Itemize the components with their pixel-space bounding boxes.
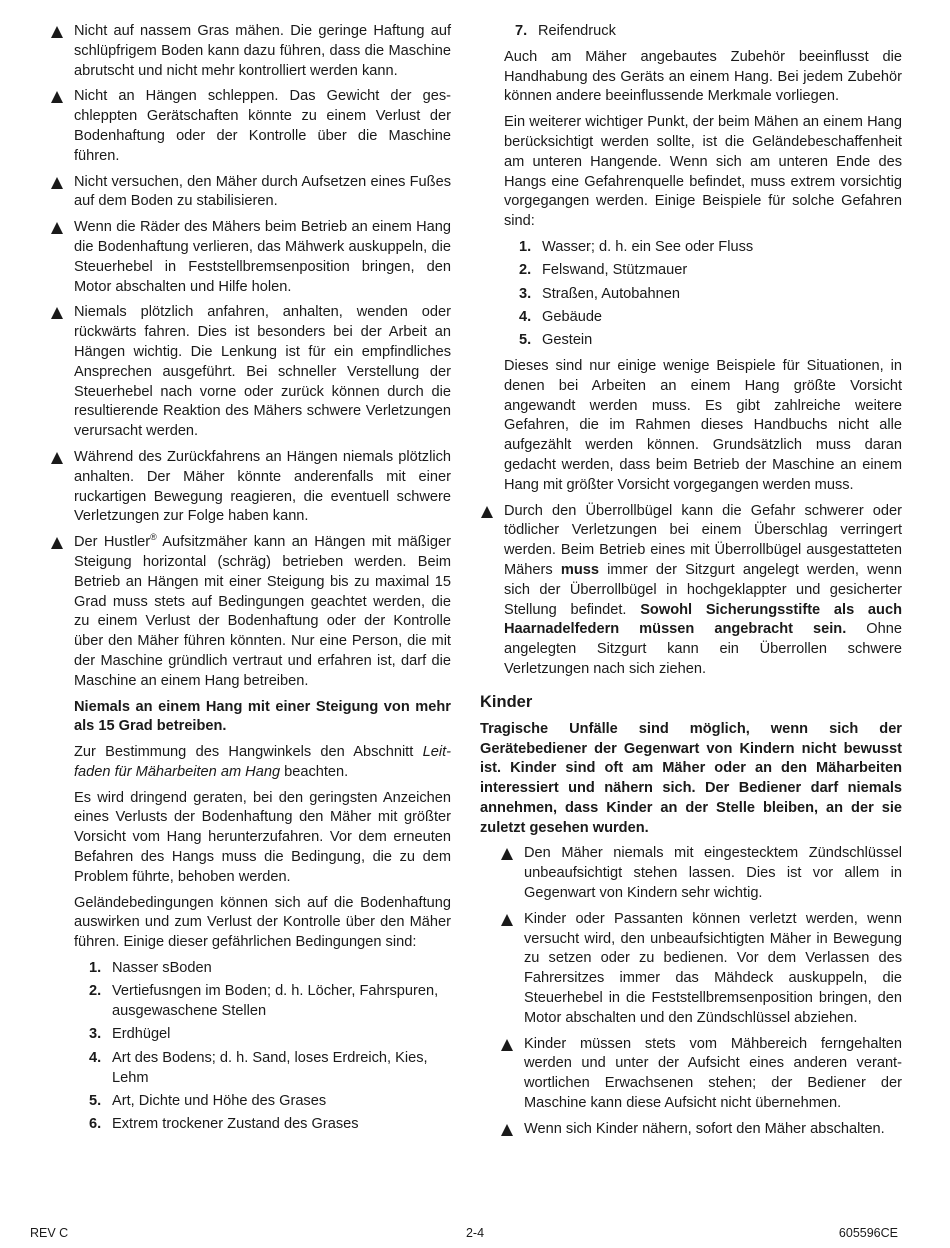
warning-triangle-icon: [51, 177, 63, 189]
warning-triangle-icon: [51, 91, 63, 103]
warning-text: Wenn sich Kinder nähern, sofort den Mäher abschalten.: [524, 1120, 885, 1137]
list-item: [74, 1049, 451, 1089]
list-number: 3.: [519, 285, 532, 302]
list-item: [74, 982, 451, 1022]
list-item: [504, 308, 902, 328]
warning-text: Nicht auf nassem Gras mähen. Die geringe Haftung auf schlüpfrigem Boden kann dazu führen, dass die Maschine abrutscht und nicht mehr kontrolliert werden kann.: [74, 23, 451, 79]
list-text: Wasser; d. h. ein See oder Fluss: [542, 238, 754, 255]
list-number: 4.: [89, 1049, 102, 1066]
list-number: 4.: [519, 308, 532, 325]
list-item: [504, 285, 902, 305]
slope-angle-reference: [74, 743, 451, 783]
warning-triangle-icon: [501, 1039, 513, 1051]
warning-text: Den Mäher niemals mit eingestecktem Zündschlüssel unbeaufsichtigt stehen lassen. Dies ist vor allem in Gegenwart von Kindern sehr wichtig.: [524, 845, 902, 902]
traction-advice: Es wird dringend geraten, bei den geringsten Anzeichen eines Verlusts der Bodenhaftung den Mäher mit größter Vorsicht vom Hang herunterzufahren. Vor dem erneuten Befahren des Hangs muss die Bedingung, die zu dem Problem führte, behoben werden.: [74, 789, 451, 885]
warning-towing: [50, 87, 451, 166]
list-text: Extrem trockener Zustand des Grases: [112, 1116, 359, 1133]
list-item: [504, 331, 902, 351]
list-text: Erdhügel: [112, 1026, 171, 1043]
children-intro: Tragische Unfälle sind möglich, wenn sich der Gerätebediener der Gegenwart von Kindern nicht bewusst ist. Kinder sind oft am Mäher oder an den Mäharbeiten interessiert und nähern sich. Der Bediener darf niemals annehmen, dass Kinder an der Stelle bleiben, an der sie zuletzt gesehen wurden.: [480, 720, 902, 836]
list-item: [74, 1092, 451, 1112]
warning-triangle-icon: [51, 537, 63, 549]
warning-rollover-bar: [480, 502, 902, 680]
warning-text: [504, 503, 902, 677]
warning-triangle-icon: [501, 848, 513, 860]
warning-text: Nicht versuchen, den Mäher durch Aufsetzen eines Fußes auf dem Boden zu stabilisieren.: [74, 173, 451, 210]
list-text: Gebäude: [542, 308, 603, 325]
list-item: [504, 261, 902, 281]
warning-text: Während des Zurückfahrens an Hängen niemals plötzlich anhalten. Der Mäher könnte anderenfalls mit einer ruckartigen Bewegung reagieren, die eventuell schwere Verletzungen zur Folge haben kann.: [74, 448, 451, 525]
warning-triangle-icon: [51, 222, 63, 234]
list-number: 5.: [89, 1092, 102, 1109]
list-item: [74, 1115, 451, 1135]
registered-mark: ®: [150, 532, 157, 543]
list-number: 3.: [89, 1026, 102, 1043]
warning-text: Kinder oder Passanten können verletzt werden, wenn versucht wird, den unbeaufsichtigten Mäher in Bewegung zu setzen oder zu bedienen. Vor dem Verlassen des Fahrersitzes immer das Mähdeck auskuppeln, die Steuerhebel in die Feststellbremsenposition bringen, den Motor abschalten und den Zündschlüssel abziehen.: [524, 910, 902, 1026]
slope-limit-warning: Niemals an einem Hang mit einer Steigung von mehr als 15 Grad betreiben.: [74, 698, 451, 735]
footer-revision: REV C: [30, 1226, 69, 1240]
list-text: Vertiefusngen im Boden; d. h. Löcher, Fahrspuren, ausgewaschene Stellen: [112, 983, 439, 1020]
footer-document-number: 605596CE: [838, 1226, 898, 1240]
warning-slope-operation: [50, 533, 451, 691]
footer-page-number: 2-4: [465, 1226, 485, 1240]
text-run: Zur Bestimmung des Hangwinkels den Abschnitt: [74, 744, 423, 761]
list-text: Straßen, Autobahnen: [542, 285, 680, 302]
text-run: Durch den Überrollbügel kann die Gefahr schwerer oder tödlicher Verletzungen bei einem Überschlag verringert werden. Beim Betrieb eines mit Überrollbügel ausgestatteten Mähers: [504, 502, 902, 578]
warning-triangle-icon: [501, 914, 513, 926]
list-number: 2.: [89, 983, 102, 1000]
warning-triangle-icon: [51, 26, 63, 38]
terrain-conditions-intro: Geländebedingungen können sich auf die Bodenhaftung auswirken und zum Verlust der Kontrolle über den Mäher führen. Einige dieser gefährlichen Bedingungen sind:: [74, 894, 451, 951]
warning-reversing: [50, 448, 451, 527]
list-text: Gestein: [542, 332, 593, 349]
list-number: 5.: [519, 332, 532, 349]
terrain-conditions-list: [74, 959, 451, 1135]
list-item: [74, 959, 451, 979]
warning-unattended: [500, 910, 902, 1029]
warning-supervision: [500, 1035, 902, 1114]
list-number: 6.: [89, 1116, 102, 1133]
list-item: [74, 1025, 451, 1045]
warning-text: Wenn die Räder des Mähers beim Betrieb an einem Hang die Bodenhaftung verlieren, das Mähwerk auskuppeln, die Steuerhebel in Feststellbremsenposition bringen, den Motor abschalten und Hilfe holen.: [74, 219, 451, 295]
warning-triangle-icon: [51, 307, 63, 319]
warning-children-approach: [500, 1120, 902, 1140]
text-run: Der Hustler: [74, 534, 151, 551]
warning-sudden-moves: [50, 303, 451, 442]
emphasis: muss: [560, 561, 599, 578]
terrain-conditions-list-continued: [500, 22, 902, 42]
list-number: 1.: [519, 238, 532, 255]
warning-wet-grass: [50, 22, 451, 81]
slope-bottom-paragraph: Ein weiterer wichtiger Punkt, der beim Mähen an einem Hang berücksichtigt werden sollte, ist die Geländebeschaffenheit am unteren Hangende. Wenn sich am unteren Ende des Hangs eine Gefahrenquelle befindet, muss extrem vorsichtig vorgegangen werden. Einige Beispiele für solche Gefahren sind:: [504, 114, 902, 230]
list-text: Felswand, Stützmauer: [542, 262, 688, 279]
emphasis: Sowohl Sicherungsstifte als auch Haarnadelfedern müssen angebracht sein.: [504, 601, 902, 638]
text-run: beachten.: [280, 763, 349, 780]
warning-triangle-icon: [51, 452, 63, 464]
warning-text: [74, 534, 451, 689]
warning-triangle-icon: [501, 1124, 513, 1136]
list-text: Nasser sBoden: [112, 960, 212, 977]
warning-text: Niemals plötzlich anfahren, anhalten, wenden oder rückwärts fahren. Dies ist besonders bei der Arbeit an Hängen wichtig. Die Lenkung ist für ein empfindliches Ansprechen ausgeführt. Bei schneller Verstellung der Steuerhebel nach vorne oder zurück können durch die resultierende Reaktion des Mähers schwere Verletzungen verursacht werden.: [74, 304, 451, 440]
warning-triangle-icon: [481, 506, 493, 518]
list-text: Art des Bodens; d. h. Sand, loses Erdreich, Kies, Lehm: [112, 1049, 428, 1086]
list-item: [504, 238, 902, 258]
warning-text: Nicht an Hängen schleppen. Das Gewicht der geschleppten Gerätschaften könnte zu einem Verlust der Bodenhaftung oder der Kontrolle über die Maschine führen.: [74, 88, 451, 164]
list-number: 1.: [89, 960, 102, 977]
list-text: Reifendruck: [538, 23, 616, 39]
warning-foot: [50, 173, 451, 213]
list-text: Art, Dichte und Höhe des Grases: [112, 1092, 327, 1109]
text-run: Ohne angelegten Sitzgurt kann ein Überrollen schwere Verletzungen nach sich ziehen.: [504, 621, 902, 677]
list-number: 2.: [519, 262, 532, 279]
hazards-list: [504, 238, 902, 351]
warning-traction-loss: [50, 218, 451, 297]
text-run: Aufsitzmäher kann an Hängen mit mäßiger Steigung horizontal (schräg) betrieben werden. Beim Betrieb an Hängen mit einer Steigung bis zu maximal 15 Grad muss stets auf Bedingungen geachtet werden, die zu einem Verlust der Bodenhaftung oder der Kontrolle über den Mäher führen könnten. Nur eine Person, die mit der Maschine gründlich vertraut und erfahren ist, darf die Maschine an einem Hang betreiben.: [74, 534, 451, 689]
list-item: [500, 22, 902, 42]
accessories-paragraph: Auch am Mäher angebautes Zubehör beeinflusst die Handhabung des Geräts an einem Hang. Bei jedem Zubehör können andere beeinflussende Merkmale vorliegen.: [504, 48, 902, 105]
warning-key: [500, 844, 902, 903]
right-column: [480, 22, 902, 1146]
list-number: 7.: [515, 23, 528, 39]
examples-summary: Dieses sind nur einige wenige Beispiele für Situationen, in denen bei Arbeiten an einem Hang größte Vorsicht angewandt werden muss. Es gibt zahlreiche weitere Gefahren, die im Rahmen dieses Handbuchs nicht alle aufgezählt werden können. Grundsätzlich muss daran gedacht werden, dass beim Betrieb der Maschine an einem Hang mit größter Vorsicht vorgegangen werden muss.: [504, 357, 902, 493]
section-heading-kinder: Kinder: [480, 692, 533, 711]
left-column: [50, 22, 451, 1141]
warning-text: Kinder müssen stets vom Mähbereich ferngehalten werden und unter der Aufsicht eines anderen verantwortlichen Erwachsenen stehen; der Bediener der Maschine kann diese Aufsicht nicht übernehmen.: [524, 1035, 902, 1112]
text-run: immer der Sitzgurt angelegt werden, wenn sich der Überrollbügel in hochgeklappter und gesicherter Stellung befindet.: [504, 561, 903, 618]
section-reference: Leitfaden für Mäharbeiten am Hang: [74, 744, 451, 780]
